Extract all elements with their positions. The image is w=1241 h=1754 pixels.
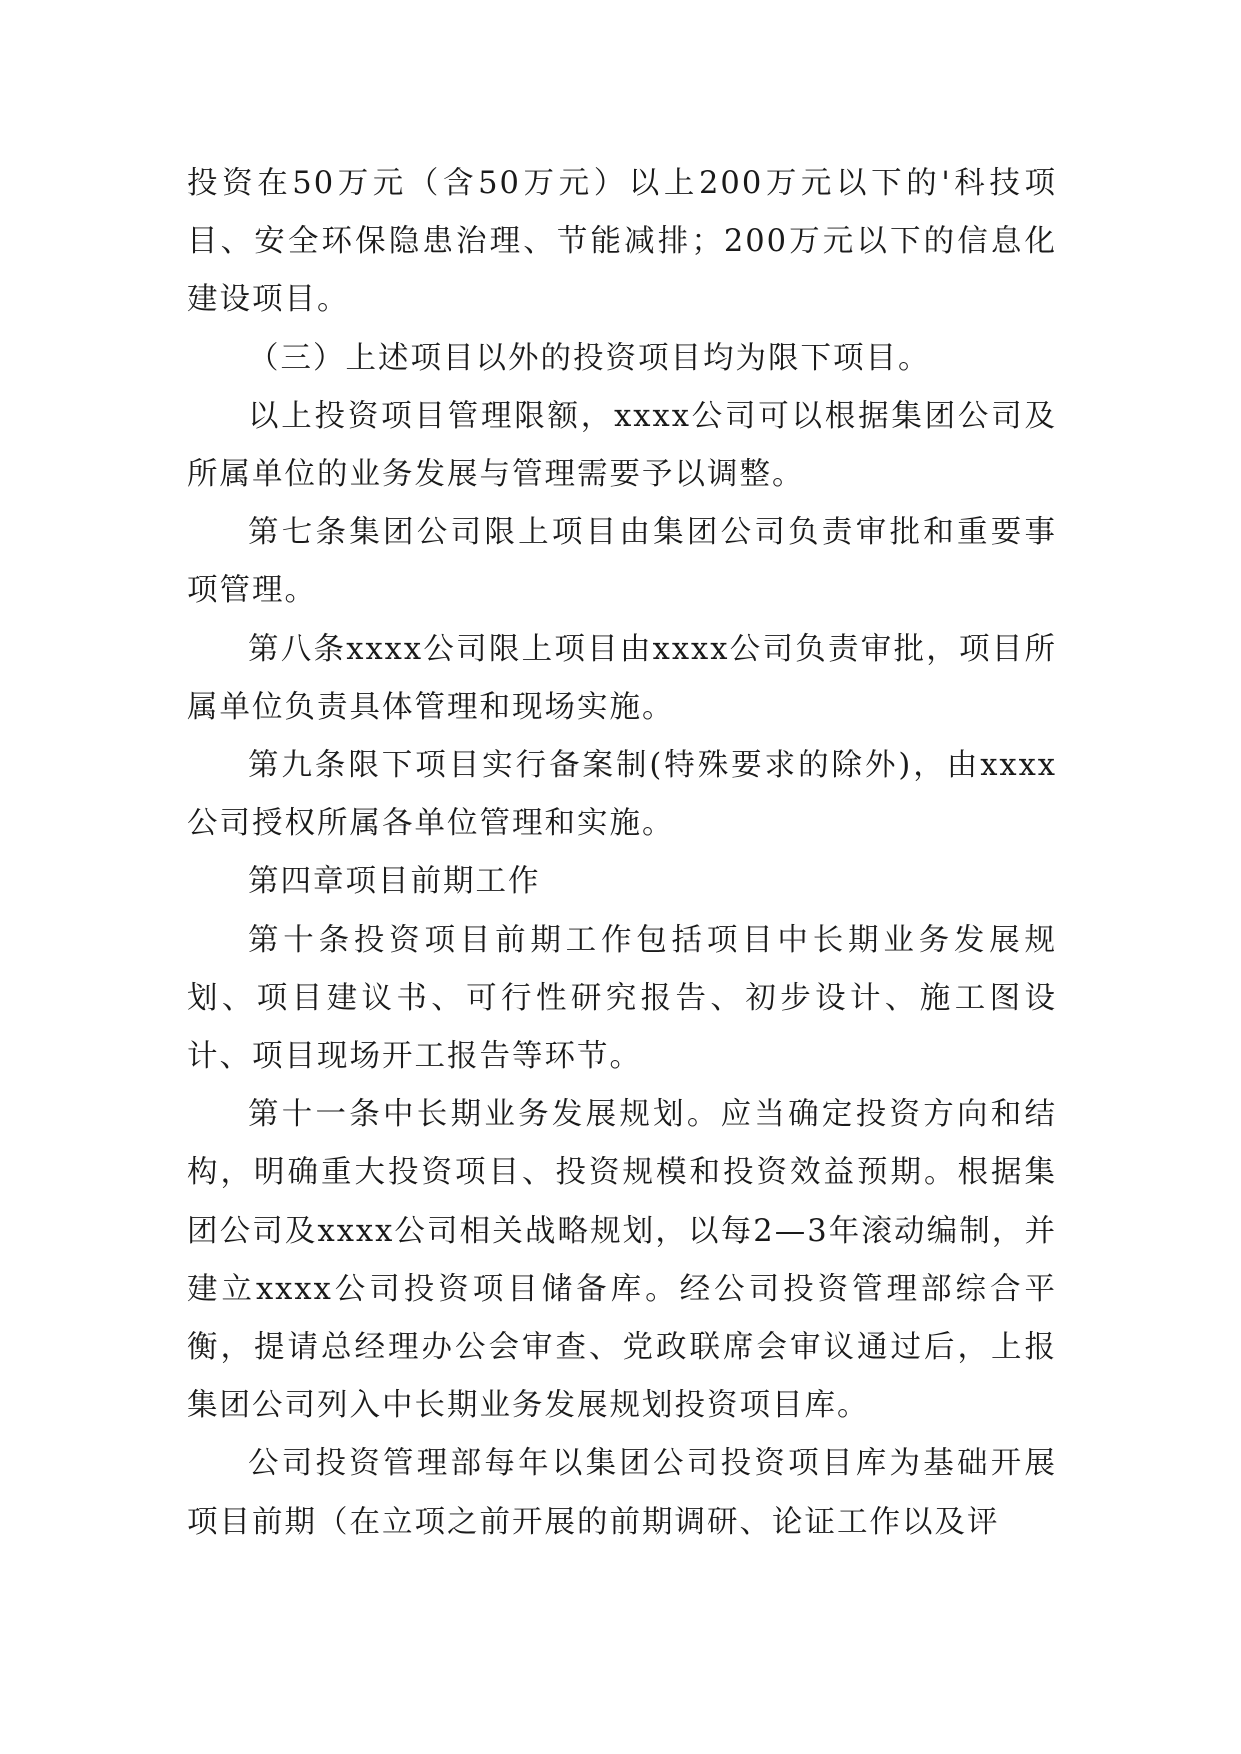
paragraph: 以上投资项目管理限额，xxxx公司可以根据集团公司及所属单位的业务发展与管理需要予以调整。 [187,398,1057,493]
paragraph: 投资在50万元（含50万元）以上200万元以下的'科技项目、安全环保隐患治理、节能减排；200万元以下的信息化建设项目。 [187,166,1057,318]
paragraph: 公司投资管理部每年以集团公司投资项目库为基础开展项目前期（在立项之前开展的前期调研、论证工作以及评 [187,1446,1057,1540]
article-10-paragraph: 第十条投资项目前期工作包括项目中长期业务发展规划、项目建议书、可行性研究报告、初步设计、施工图设计、项目现场开工报告等环节。 [187,922,1057,1075]
article-9-paragraph: 第九条限下项目实行备案制(特殊要求的除外)，由xxxx公司授权所属各单位管理和实施。 [187,748,1057,842]
article-11-paragraph: 第十一条中长期业务发展规划。应当确定投资方向和结构，明确重大投资项目、投资规模和投资效益预期。根据集团公司及xxxx公司相关战略规划，以每2—3年滚动编制，并建立xxxx公司投资项目储备库。经公司投资管理部综合平衡，提请总经理办公会审查、党政联席会审议通过后，上报集团公司列入中长期业务发展规划投资项目库。 [187,1097,1057,1424]
document-body [187,155,1057,1552]
article-7-paragraph: 第七条集团公司限上项目由集团公司负责审批和重要事项管理。 [187,515,1057,609]
paragraph: （三）上述项目以外的投资项目均为限下项目。 [248,340,931,376]
chapter-heading: 第四章项目前期工作 [248,864,541,900]
article-8-paragraph: 第八条xxxx公司限上项目由xxxx公司负责审批，项目所属单位负责具体管理和现场实施。 [187,631,1057,725]
